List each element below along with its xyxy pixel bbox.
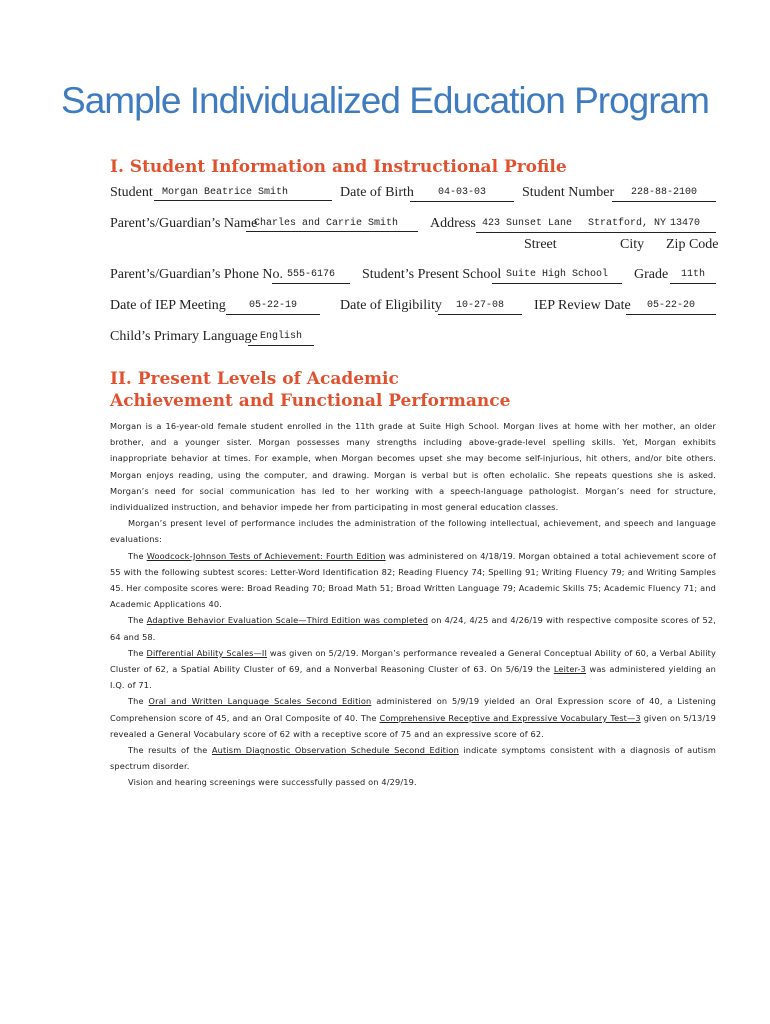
leiter-title: Leiter-3 xyxy=(553,664,587,675)
language-label: Child’s Primary Language xyxy=(110,329,258,344)
city-label: City xyxy=(620,237,645,252)
paragraph-ados: The results of the Autism Diagnostic Observation Schedule Second Edition indicate symptoms consistent with a diagnosis of autism spectrum disorder. xyxy=(110,745,716,772)
zip-label: Zip Code xyxy=(666,237,719,252)
section2-heading-line2: Achievement and Functional Performance xyxy=(110,391,511,411)
zip-value: 13470 xyxy=(670,218,701,229)
paragraph-adaptive: The Adaptive Behavior Evaluation Scale—Third Edition was completed on 4/24, 4/25 and 4/26/19 with respective composite scores of 52, 64 and 58. xyxy=(110,615,716,642)
review-field[interactable]: 05-22-20 xyxy=(626,298,716,315)
paragraph-das: The Differential Ability Scales—II was given on 5/2/19. Morgan’s performance revealed a General Conceptual Ability of 60, a Verbal Ability Cluster of 62, a Spatial Ability Cluster of 69, and a Nonverbal Reasoning Cluster of 63. On 5/6/19 the Leiter-3 was administered yielding an I.Q. of 71. xyxy=(110,647,717,691)
woodcock-johnson-title: Woodcock-Johnson Tests of Achievement: Fourth Edition xyxy=(146,550,386,561)
dob-field[interactable]: 04-03-03 xyxy=(410,185,514,202)
iep-meeting-field[interactable]: 05-22-19 xyxy=(226,298,320,315)
owls-title: Oral and Written Language Scales Second Edition xyxy=(148,696,372,707)
street-value: 423 Sunset Lane xyxy=(482,218,573,229)
school-field[interactable]: Suite High School xyxy=(492,267,622,284)
student-number-field[interactable]: 228-88-2100 xyxy=(612,185,716,202)
street-label: Street xyxy=(524,237,557,252)
paragraph-evaluations-intro: Morgan’s present level of performance includes the administration of the following intellectual, achievement, and speech and language evaluations: xyxy=(110,518,716,545)
page-title: Sample Individualized Education Program xyxy=(61,80,709,121)
address-field[interactable] xyxy=(476,216,716,233)
student-field[interactable]: Morgan Beatrice Smith xyxy=(154,185,332,201)
grade-field[interactable]: 11th xyxy=(670,267,716,284)
section2-heading-line1: II. Present Levels of Academic xyxy=(110,369,399,389)
eligibility-label: Date of Eligibility xyxy=(340,298,442,313)
student-number-label: Student Number xyxy=(522,185,615,200)
school-label: Student’s Present School xyxy=(362,267,502,282)
paragraph-screenings: Vision and hearing screenings were successfully passed on 4/29/19. xyxy=(128,777,417,788)
section1-heading: I. Student Information and Instructional Profile xyxy=(110,157,567,177)
paragraph-owls: The Oral and Written Language Scales Second Edition administered on 5/9/19 yielded an Oral Expression score of 40, a Listening Comprehension score of 45, and an Oral Composite of 40. The Comprehensive Receptive and Expressive Vocabulary Test—3 given on 5/13/19 revealed a General Vocabulary score of 62 with a receptive score of 75 and an expressive score of 62. xyxy=(110,696,716,739)
dob-label: Date of Birth xyxy=(340,185,414,200)
guardian-phone-label: Parent’s/Guardian’s Phone No. xyxy=(110,267,284,282)
student-label: Student xyxy=(110,185,153,200)
crevt-title: Comprehensive Receptive and Expressive Vocabulary Test—3 xyxy=(379,712,641,723)
ados-title: Autism Diagnostic Observation Schedule Second Edition xyxy=(211,745,459,756)
guardian-name-field[interactable]: Charles and Carrie Smith xyxy=(246,216,418,232)
city-value: Stratford, NY xyxy=(588,218,667,229)
adaptive-behavior-title: Adaptive Behavior Evaluation Scale—Third Edition was completed xyxy=(146,615,429,626)
present-levels-body xyxy=(110,418,716,791)
review-label: IEP Review Date xyxy=(534,298,631,313)
das-title: Differential Ability Scales—II xyxy=(146,647,268,658)
iep-meeting-label: Date of IEP Meeting xyxy=(110,298,226,313)
paragraph-woodcock: The Woodcock-Johnson Tests of Achievement: Fourth Edition was administered on 4/18/19. Morgan obtained a total achievement score of 55 with the following subtest scores: Letter-Word Identification 82; Reading Fluency 74; Spelling 91; Writing Fluency 79; and Writing Samples 45. Her composite scores were: Broad Reading 70; Broad Math 51; Broad Written Language 79; Academic Skills 75; Academic Fluency 71; and Academic Applications 40. xyxy=(110,550,716,610)
guardian-name-label: Parent’s/Guardian’s Name xyxy=(110,216,258,231)
eligibility-field[interactable]: 10-27-08 xyxy=(438,298,522,315)
address-label: Address xyxy=(430,216,476,231)
language-field[interactable]: English xyxy=(248,329,314,346)
guardian-phone-field[interactable]: 555-6176 xyxy=(272,267,350,284)
paragraph-overview: Morgan is a 16-year-old female student enrolled in the 11th grade at Suite High School. Morgan lives at home with her mother, an older brother, and a younger sister. Morgan possesses many strengths including above-grade-level spelling skills. Yet, Morgan exhibits inappropriate behavior at times. For example, when Morgan becomes upset she may become self-injurious, hit others, and/or bite others. Morgan enjoys reading, using the computer, and drawing. Morgan is verbal but is often echolalic. She repeats questions she is asked. Morgan’s need for social communication has led to her working with a speech-language pathologist. Morgan’s need for structure, individualized instruction, and behavior impede her from participating in most general education classes. xyxy=(110,421,716,513)
grade-label: Grade xyxy=(634,267,669,282)
